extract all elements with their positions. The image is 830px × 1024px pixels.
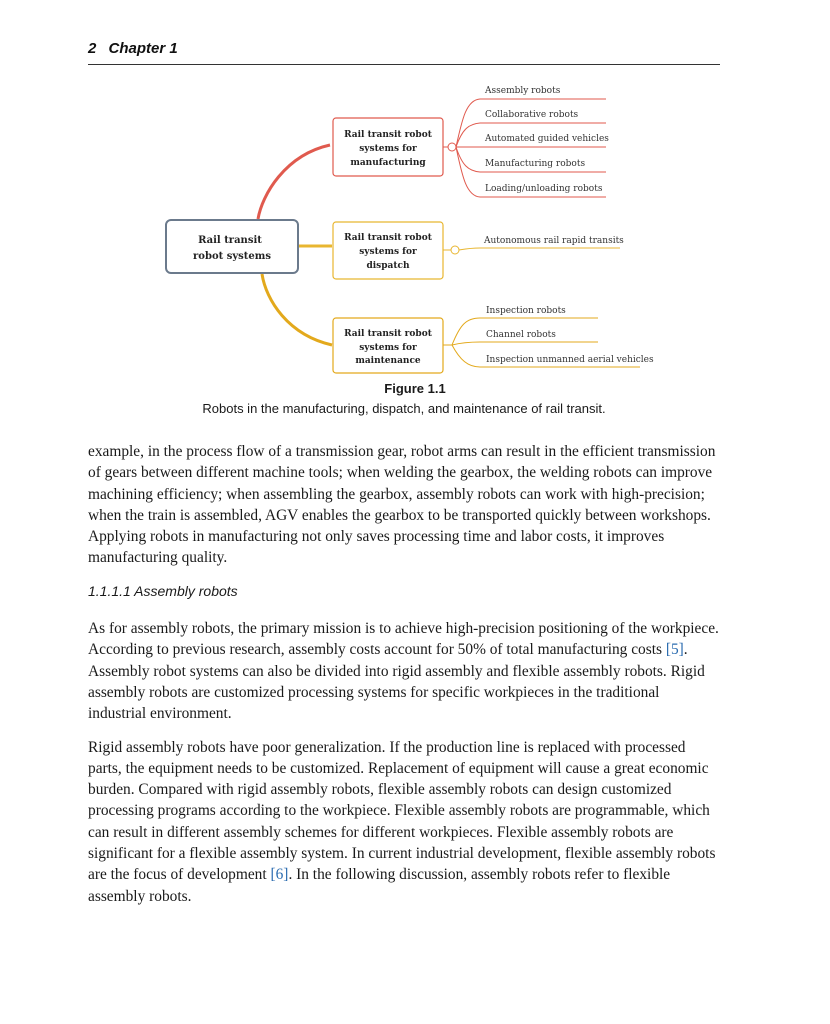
- leaf-agv: Automated guided vehicles: [485, 134, 609, 144]
- manufacturing-line-2: systems for: [359, 144, 417, 154]
- dispatch-junction: [451, 246, 459, 254]
- leaf-loading-robots: Loading/unloading robots: [485, 184, 603, 194]
- leaf-manufacturing-robots: Manufacturing robots: [485, 159, 586, 169]
- body-text: [88, 441, 720, 919]
- paragraph-1: example, in the process flow of a transmission gear, robot arms can result in the efficient transmission of gears between different machine tools; when welding the gearbox, the welding robots can improve machining efficiency; when assembling the gearbox, assembly robots can work with high-precision; when the train is assembled, AGV enables the gearbox to be transported quickly between workshops. Applying robots in manufacturing not only saves processing time and labor costs, it improves manufacturing quality.: [88, 443, 716, 567]
- paragraph-3: Rigid assembly robots have poor generalization. If the production line is replaced with processed parts, the equipment needs to be customized. Replacement of equipment will cause a great economic burden. Compared with rigid assembly robots, flexible assembly robots can design customized processing programs according to the workpiece. Flexible assembly robots are programmable, which can result in different assembly schemes for different workpieces. Flexible assembly robots are significant for a flexible assembly system. In current industrial development, flexible assembly robots are the focus of development [6]. In the following discussion, assembly robots refer to flexible assembly robots.: [88, 738, 716, 905]
- section-heading: 1.1.1.1 Assembly robots: [88, 582, 238, 599]
- figure-caption: Robots in the manufacturing, dispatch, and maintenance of rail transit.: [202, 401, 606, 416]
- root-line-2: robot systems: [193, 251, 271, 262]
- citation-6[interactable]: [6]: [270, 866, 289, 884]
- mind-map-figure: [0, 0, 830, 380]
- dispatch-line-2: systems for: [359, 247, 417, 257]
- leaf-assembly-robots: Assembly robots: [485, 86, 561, 96]
- root-line-1: Rail transit: [198, 235, 262, 246]
- citation-5[interactable]: [5]: [665, 641, 684, 659]
- manufacturing-line-3: manufacturing: [350, 158, 426, 168]
- maintenance-line-2: systems for: [359, 343, 417, 353]
- paragraph-2: As for assembly robots, the primary mission is to achieve high-precision positioning of the workpiece. According to previous research, assembly costs account for 50% of total manufacturing costs [5]. Assembly robot systems can also be divided into rigid assembly and flexible assembly robots. Rigid assembly robots are customized processing systems for specific workpieces in the traditional industrial environment.: [88, 620, 719, 723]
- root-node: [166, 220, 298, 273]
- manufacturing-line-1: Rail transit robot: [344, 130, 432, 140]
- dispatch-line-1: Rail transit robot: [344, 233, 432, 243]
- figure-title: Figure 1.1: [384, 381, 446, 396]
- chapter-title: Chapter 1: [108, 40, 178, 57]
- manufacturing-junction: [448, 143, 456, 151]
- leaf-autonomous-rail: Autonomous rail rapid transits: [484, 236, 624, 246]
- connector-manufacturing: [258, 145, 330, 219]
- leaf-inspection-uav: Inspection unmanned aerial vehicles: [486, 355, 654, 365]
- connector-maintenance: [262, 274, 332, 345]
- maintenance-line-1: Rail transit robot: [344, 329, 432, 339]
- leaf-channel-robots: Channel robots: [486, 330, 556, 340]
- leaf-inspection-robots: Inspection robots: [486, 306, 566, 316]
- leaf-collaborative-robots: Collaborative robots: [485, 110, 579, 120]
- page-number: 2: [88, 40, 97, 57]
- maintenance-line-3: maintenance: [355, 356, 421, 366]
- dispatch-line-3: dispatch: [366, 261, 410, 271]
